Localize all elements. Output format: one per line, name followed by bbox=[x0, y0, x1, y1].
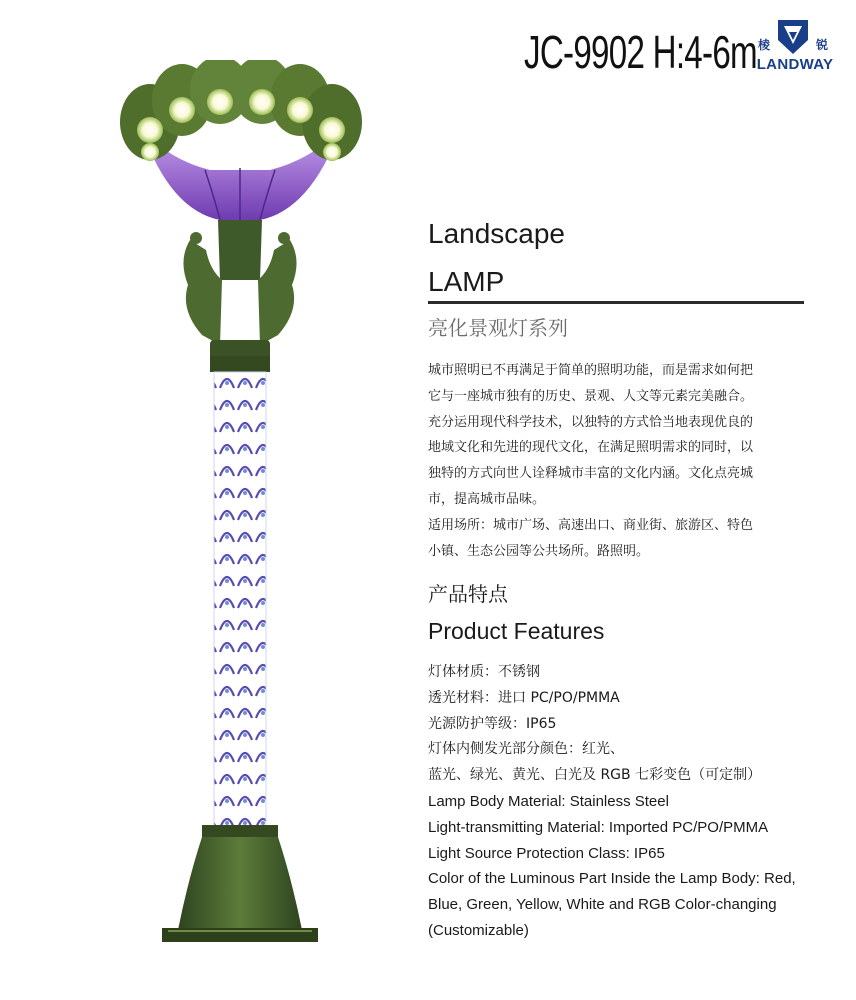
description-line: 小镇、生态公园等公共场所。路照明。 bbox=[428, 543, 650, 559]
title-lamp: LAMP bbox=[428, 266, 505, 297]
feature-line-en: Color of the Luminous Part Inside the Lamp Body: Red, bbox=[428, 870, 796, 888]
feature-line-en: Lamp Body Material: Stainless Steel bbox=[428, 792, 669, 810]
lamp-peacock-section bbox=[183, 220, 296, 360]
description-line: 市，提高城市品味。 bbox=[428, 491, 546, 507]
feature-line-cn: 透光材料：进口 PC/PO/PMMA bbox=[428, 689, 620, 706]
feature-line-en: Light Source Protection Class: IP65 bbox=[428, 844, 665, 862]
brand-cn-left: 棱 bbox=[758, 38, 771, 52]
lamp-base bbox=[162, 825, 318, 942]
lamp-illustration bbox=[110, 60, 370, 960]
lamp-crown bbox=[120, 60, 362, 222]
description-line: 城市照明已不再满足于简单的照明功能，而是需求如何把 bbox=[428, 363, 754, 378]
series-subtitle: 亮化景观灯系列 bbox=[428, 316, 568, 340]
feature-line-en: Light-transmitting Material: Imported PC/PO/PMMA bbox=[428, 818, 769, 836]
brand-logo bbox=[748, 18, 842, 82]
features-heading-cn: 产品特点 bbox=[428, 582, 508, 606]
feature-line-cn: 光源防护等级：IP65 bbox=[428, 715, 557, 732]
brand-cn-right: 锐 bbox=[816, 38, 829, 52]
description-line: 地域文化和先进的现代文化，在满足照明需求的同时，以 bbox=[428, 440, 754, 456]
product-description bbox=[428, 358, 808, 564]
feature-line-cn: 灯体材质：不锈钢 bbox=[428, 664, 540, 680]
description-line: 适用场所：城市广场、高速出口、商业街、旅游区、特色 bbox=[428, 517, 754, 533]
description-line: 它与一座城市独有的历史、景观、人文等元素完美融合。 bbox=[428, 388, 754, 404]
title-landscape: Landscape bbox=[428, 218, 566, 249]
landway-logo-icon bbox=[774, 18, 812, 54]
model-and-height: JC-9902 H:4-6m bbox=[524, 26, 757, 78]
lamp-column bbox=[210, 356, 270, 827]
features-heading-en: Product Features bbox=[428, 618, 605, 644]
feature-line-cn: 灯体内侧发光部分颜色：红光、 bbox=[428, 741, 624, 758]
feature-line-en: Blue, Green, Yellow, White and RGB Color-changing bbox=[428, 896, 777, 914]
description-line: 充分运用现代科学技术，以独特的方式恰当地表现优良的 bbox=[428, 414, 754, 430]
product-image-landscape-lamp bbox=[110, 60, 370, 960]
feature-line-cn: 蓝光、绿光、黄光、白光及 RGB 七彩变色（可定制） bbox=[428, 767, 762, 784]
title-divider bbox=[428, 301, 804, 304]
brand-name: LANDWAY bbox=[756, 56, 834, 73]
feature-list bbox=[428, 660, 796, 944]
description-line: 独特的方式向世人诠释城市丰富的文化内涵。文化点亮城 bbox=[428, 466, 754, 482]
feature-line-en: (Customizable) bbox=[428, 921, 529, 939]
